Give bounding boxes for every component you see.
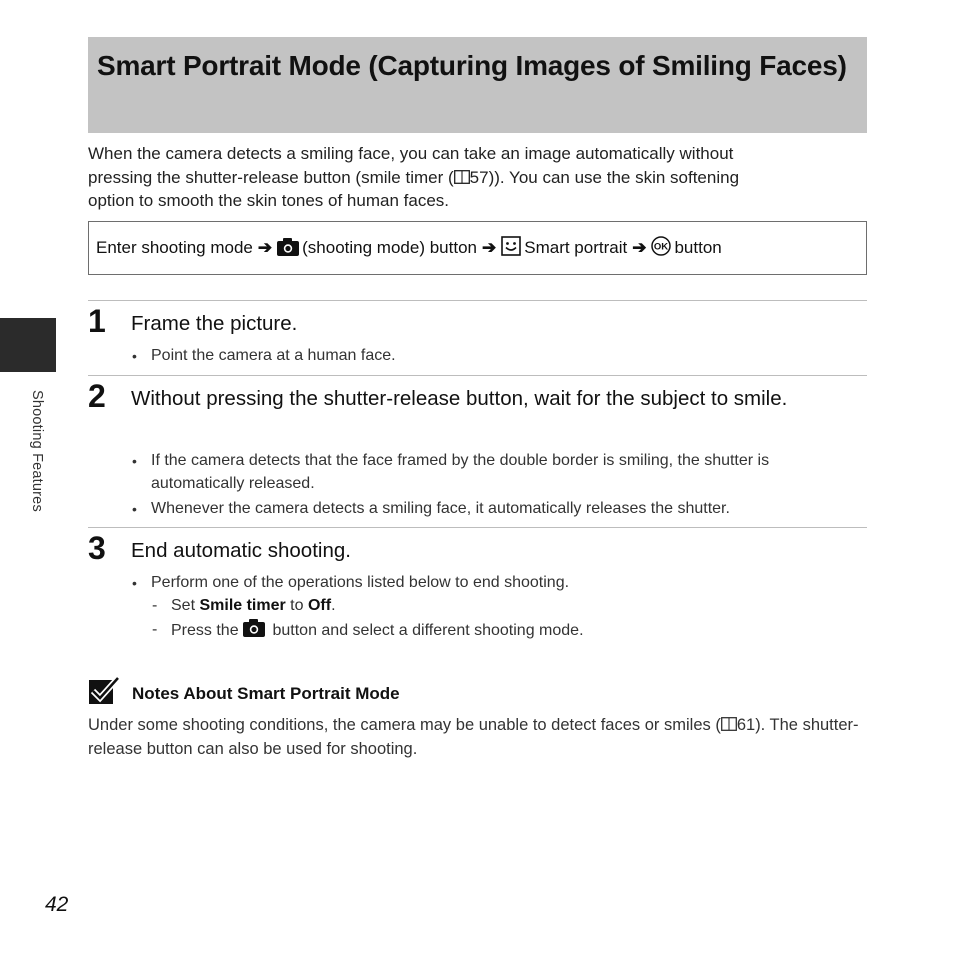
- intro-paragraph: [88, 142, 858, 213]
- chapter-side-tab: [0, 318, 56, 372]
- subitem-text: Press the: [171, 622, 244, 639]
- procedure-step-1: Enter shooting mode: [96, 238, 253, 257]
- svg-text:OK: OK: [654, 241, 669, 253]
- step-divider: [88, 375, 867, 376]
- intro-line-3: option to smooth the skin tones of human faces.: [88, 191, 449, 210]
- step-1-number: 1: [88, 303, 106, 339]
- intro-line-2b: )). You can use the skin softening: [488, 167, 740, 187]
- book-reference-icon: [721, 717, 737, 731]
- title-bar: [88, 37, 867, 133]
- subitem-text: .: [331, 597, 336, 614]
- checkmark-icon: [88, 676, 120, 706]
- setting-value: Off: [307, 597, 332, 614]
- note-title: Notes About Smart Portrait Mode: [132, 684, 400, 703]
- step-3-number: 3: [88, 530, 106, 566]
- arrow-icon: ➔: [257, 238, 273, 257]
- subitem-text: button and select a different shooting mode.: [268, 622, 584, 639]
- smile-face-icon: [501, 236, 521, 256]
- step-2-bullet-1: • If the camera detects that the face framed by the double border is smiling, the shutter is automatically released.: [131, 450, 851, 495]
- subitem-text: Set: [171, 597, 200, 614]
- step-2-number: 2: [88, 378, 106, 414]
- arrow-icon: ➔: [632, 238, 647, 257]
- step-3-subitem-set: [151, 595, 851, 617]
- step-1-title: Frame the picture.: [131, 312, 298, 335]
- step-2-title: Without pressing the shutter-release button, wait for the subject to smile.: [131, 387, 788, 410]
- chapter-side-label: Shooting Features: [29, 390, 45, 512]
- camera-icon: [243, 619, 265, 637]
- step-2-bullet-2: • Whenever the camera detects a smiling face, it automatically releases the shutter.: [131, 498, 851, 521]
- setting-name: Smile timer: [199, 597, 286, 614]
- note-body: [88, 714, 863, 761]
- note-body-text-b: ). The shutter-release button can also be used for shooting.: [88, 716, 859, 758]
- book-reference-icon: [454, 170, 470, 184]
- note-heading: [88, 676, 488, 710]
- step-3-subitem-press: [151, 619, 851, 642]
- procedure-box: [88, 221, 867, 275]
- note-reference-page[interactable]: 61: [736, 716, 756, 734]
- step-divider: [88, 300, 867, 301]
- procedure-step-3: Smart portrait: [524, 238, 628, 257]
- note-body-text-a: Under some shooting conditions, the camera may be unable to detect faces or smiles (: [88, 716, 721, 734]
- procedure-step-4: button: [674, 238, 722, 257]
- step-3-bullet-1: • Perform one of the operations listed below to end shooting.: [131, 572, 851, 595]
- camera-icon: [277, 238, 299, 256]
- intro-line-1: When the camera detects a smiling face, you can take an image automatically without: [88, 144, 734, 163]
- step-divider: [88, 527, 867, 528]
- arrow-icon: ➔: [481, 238, 497, 257]
- page-title: Smart Portrait Mode (Capturing Images of Smiling Faces): [97, 50, 847, 81]
- subitem-text: to: [285, 597, 308, 614]
- page-number: 42: [45, 893, 69, 916]
- intro-line-2a: pressing the shutter-release button (smile timer (: [88, 167, 454, 187]
- procedure-step-2: (shooting mode) button: [302, 238, 477, 257]
- ok-button-icon: [651, 236, 671, 256]
- intro-reference-page[interactable]: 57: [469, 167, 489, 187]
- step-3-title: End automatic shooting.: [131, 539, 351, 562]
- step-1-bullet-1: • Point the camera at a human face.: [131, 345, 851, 368]
